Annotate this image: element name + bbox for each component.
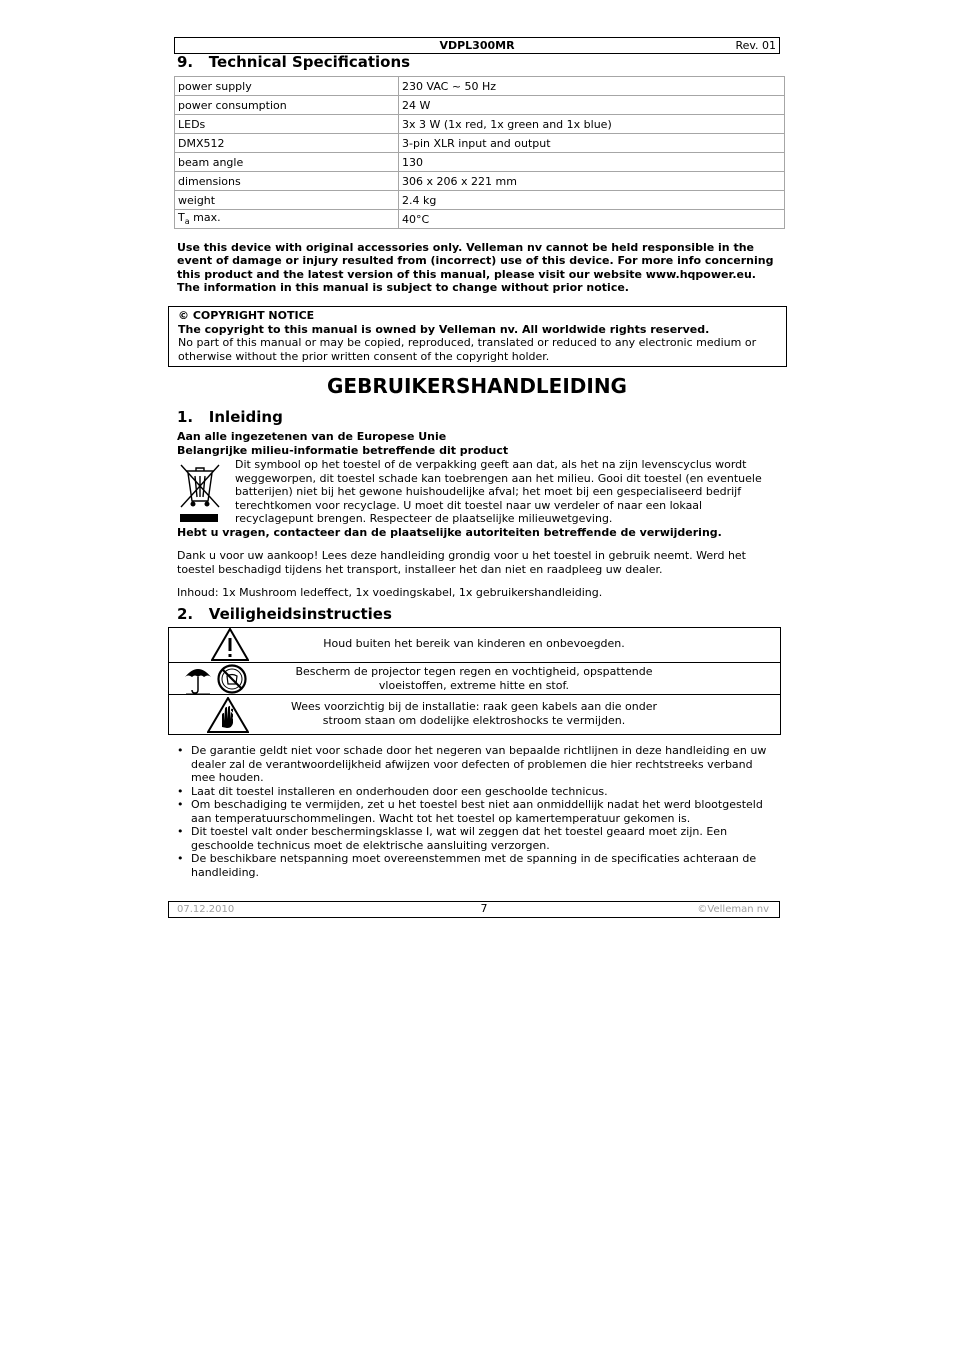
intro-line2: Belangrijke milieu-informatie betreffende dit product	[177, 444, 509, 457]
table-row: LEDs 3x 3 W (1x red, 1x green and 1x blue)	[175, 115, 785, 134]
table-row: Bescherm de projector tegen regen en vochtigheid, opspattende vloeistoffen, extreme hitte en stof.	[169, 662, 780, 695]
copyright-title: © COPYRIGHT NOTICE	[178, 309, 315, 322]
manual-title: GEBRUIKERSHANDLEIDING	[327, 374, 627, 398]
list-item: • De beschikbare netspanning moet overeenstemmen met de spanning in de specificaties achteraan de handleiding.	[177, 852, 779, 879]
safety-heading: 2. Veiligheidsinstructies	[177, 605, 392, 623]
copyright-line1: The copyright to this manual is owned by Velleman nv. All worldwide rights reserved.	[178, 322, 710, 336]
electric-shock-icon	[207, 697, 249, 737]
revision: Rev. 01	[735, 39, 776, 52]
no-liquid-icon	[217, 664, 247, 698]
safety-table	[168, 627, 781, 735]
weee-text: Dit symbool op het toestel of de verpakking geeft aan dat, als het na zijn levenscyclus wordt weggeworpen, dit toestel schade kan toebrengen aan het milieu. Gooi dit toestel (en eventuele batterijen) niet bij het gewone huishoudelijke afval; het moet bij een gespecialiseerd bedrijf terechtkomen voor recyclage. U moet dit toestel naar uw verdeler of naar een lokaal recyclagepunt brengen. Respecteer de plaatselijke milieuwetgeving.	[235, 458, 762, 525]
contents-text: Inhoud: 1x Mushroom ledeffect, 1x voedingskabel, 1x gebruikershandleiding.	[177, 586, 603, 599]
table-row: weight 2.4 kg	[175, 191, 785, 210]
copyright-line2: No part of this manual or may be copied, reproduced, translated or reduced to any electronic medium or otherwise without the prior written consent of the copyright holder.	[178, 336, 757, 363]
table-row: power supply 230 VAC ~ 50 Hz	[175, 77, 785, 96]
thanks-text: Dank u voor uw aankoop! Lees deze handleiding grondig voor u het toestel in gebruik neemt. Werd het toestel beschadigd tijdens het transport, installeer het dan niet en raadpleeg uw dealer.	[177, 549, 746, 576]
weee-bin-icon	[178, 459, 222, 523]
table-row: beam angle 130	[175, 153, 785, 172]
list-item: • Om beschadiging te vermijden, zet u het toestel best niet aan onmiddellijk nadat het werd blootgesteld aan temperatuurschommelingen. Wacht tot het toestel op kamertemperatuur gekomen is.	[177, 798, 779, 825]
table-row: Wees voorzichtig bij de installatie: raak geen kabels aan die onder stroom staan om dodelijke elektroshocks te vermijden.	[169, 694, 780, 734]
page-number: 7	[480, 902, 488, 915]
table-row: power consumption 24 W	[175, 96, 785, 115]
table-row: $T_a$ max. 40°C	[175, 210, 785, 229]
table-row: dimensions 306 x 206 x 221 mm	[175, 172, 785, 191]
list-item: • De garantie geldt niet voor schade door het negeren van bepaalde richtlijnen in deze handleiding en uw dealer zal de verantwoordelijkheid afwijzen voor defecten of problemen die hier rechtstreeks verband mee houden.	[177, 744, 779, 785]
list-item: • Dit toestel valt onder beschermingsklasse I, wat wil zeggen dat het toestel geaard moet zijn. Een geschoolde technicus moet de elektrische aansluiting verzorgen.	[177, 825, 779, 852]
footer-copyright: ©Velleman nv	[697, 904, 769, 915]
model-name: VDPL300MR	[439, 39, 515, 52]
intro-line1: Aan alle ingezetenen van de Europese Unie	[177, 430, 447, 443]
specs-table	[174, 76, 785, 229]
copyright-box	[168, 306, 787, 367]
footer-date: 07.12.2010	[177, 904, 235, 915]
page-footer	[168, 901, 780, 918]
table-row: DMX512 3-pin XLR input and output	[175, 134, 785, 153]
list-item: • Laat dit toestel installeren en onderhouden door een geschoolde technicus.	[177, 785, 779, 799]
table-row: Houd buiten het bereik van kinderen en onbevoegden.	[169, 627, 780, 662]
intro-heading: 1. Inleiding	[177, 408, 283, 426]
page-header	[174, 37, 780, 54]
contact-text: Hebt u vragen, contacteer dan de plaatselijke autoriteiten betreffende de verwijdering.	[177, 526, 722, 539]
warning-triangle-icon	[211, 628, 249, 665]
safety-bullets	[177, 744, 779, 879]
disclaimer-notice: Use this device with original accessories only. Velleman nv cannot be held responsible in the event of damage or injury resulted from (incorrect) use of this device. For more info concerning this product and the latest version of this manual, please visit our website www.hqpower.eu. The information in this manual is subject to change without prior notice.	[177, 241, 774, 294]
specs-heading: 9. Technical Specifications	[177, 53, 411, 71]
